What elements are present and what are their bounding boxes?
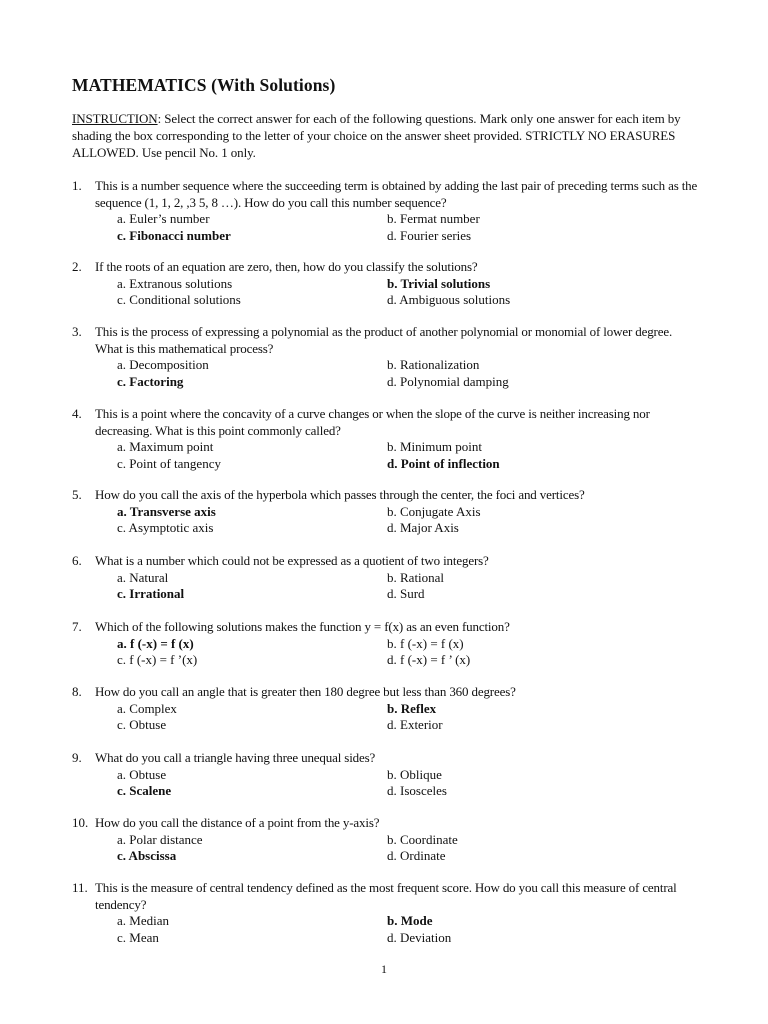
question-10 [72,815,702,865]
question-8 [72,684,702,734]
question-number: 9. [72,750,82,765]
question-4 [72,406,702,472]
question-text: If the roots of an equation are zero, then, how do you classify the solutions? [95,259,478,274]
choice-b: b. f (-x) = f (x) [387,635,464,651]
document-title: MATHEMATICS (With Solutions) [72,75,336,95]
question-7 [72,619,702,669]
choice-b: b. Minimum point [387,439,482,454]
choice-a: a. Median [117,913,169,928]
question-text: This is the process of expressing a polynomial as the product of another polynomial or monomial of lower degree. What is this mathematical process? [95,324,673,356]
choice-a: a. Maximum point [117,439,214,454]
choice-d: d. Polynomial damping [387,373,509,389]
choice-d: d. Ordinate [387,848,446,863]
choice-a: a. Obtuse [117,766,167,782]
question-number: 10. [72,815,89,830]
choice-a: a. Decomposition [117,357,209,372]
choice-a-correct: a. Transverse axis [117,503,216,519]
answer-choices [117,504,702,537]
question-text: What do you call a triangle having three unequal sides? [95,750,376,765]
question-text: This is a number sequence where the succeeding term is obtained by adding the last pair of preceding terms such as the sequence (1, 1, 2, ,3 5, 8 …). How do you call this number sequence? [95,178,698,210]
choice-b: b. Oblique [387,766,442,782]
question-6 [72,553,702,603]
question-number: 11. [72,880,88,895]
instruction-text: : Select the correct answer for each of the following questions. Mark only one answer for each item by shading the box corresponding to the letter of your choice on the answer sheet provided. STRICTLY NO ERASURES ALLOWED. Use pencil No. 1 only. [72,111,681,160]
choice-d: d. Exterior [387,717,443,732]
question-text: This is a point where the concavity of a curve changes or when the slope of the curve is neither increasing nor decreasing. What is this point commonly called? [95,406,650,438]
answer-choices [117,767,702,800]
question-9 [72,750,702,800]
answer-choices [117,211,702,244]
question-text: Which of the following solutions makes the function y = f(x) as an even function? [95,619,510,634]
choice-c-correct: c. Factoring [117,373,184,389]
choice-c-correct: c. Scalene [117,783,172,798]
choice-c: c. Obtuse [117,717,167,732]
choice-d: d. Isosceles [387,783,447,798]
answer-choices [117,636,702,669]
answer-choices [117,439,702,472]
question-text: How do you call the axis of the hyperbola which passes through the center, the foci and vertices? [95,487,585,502]
choice-b-correct: b. Trivial solutions [387,275,491,291]
choice-c: c. Conditional solutions [117,292,241,307]
question-number: 6. [72,553,82,568]
choice-b: b. Conjugate Axis [387,503,481,519]
answer-choices [117,832,702,865]
question-number: 4. [72,406,82,421]
choice-c-correct: c. Irrational [117,586,185,601]
question-number: 2. [72,259,82,274]
choice-d: d. Fourier series [387,227,472,243]
question-text: This is the measure of central tendency defined as the most frequent score. How do you call this measure of central tendency? [95,880,677,912]
question-number: 3. [72,324,82,339]
page-number: 1 [381,962,387,976]
question-11 [72,880,702,946]
question-2 [72,259,702,309]
question-number: 1. [72,178,82,193]
choice-c-correct: c. Fibonacci number [117,227,231,243]
choice-a: a. Euler’s number [117,211,210,226]
choice-c: c. Mean [117,929,159,945]
choice-b: b. Fermat number [387,211,480,226]
question-5 [72,487,702,537]
choice-d: d. Ambiguous solutions [387,292,511,307]
choice-d: d. Surd [387,586,425,601]
answer-choices [117,357,702,390]
choice-d: d. Deviation [387,929,452,945]
choice-a: a. Polar distance [117,831,203,847]
choice-c: c. f (-x) = f ’(x) [117,652,198,667]
question-text: How do you call an angle that is greater then 180 degree but less than 360 degrees? [95,684,516,699]
choice-a: a. Natural [117,569,169,585]
question-text: What is a number which could not be expressed as a quotient of two integers? [95,553,489,568]
choice-b-correct: b. Reflex [387,700,437,716]
choice-d-correct: d. Point of inflection [387,455,500,471]
choice-b: b. Rationalization [387,357,480,372]
instruction-paragraph [72,110,700,161]
answer-choices [117,701,702,734]
answer-choices [117,570,702,603]
answer-choices [117,913,702,946]
question-3 [72,324,702,390]
choice-d: d. f (-x) = f ’ (x) [387,652,471,667]
choice-c: c. Point of tangency [117,455,221,471]
choice-a: a. Complex [117,700,177,716]
question-1 [72,178,702,244]
choice-a-correct: a. f (-x) = f (x) [117,635,194,651]
choice-b-correct: b. Mode [387,913,433,928]
choice-c-correct: c. Abscissa [117,848,177,863]
question-number: 7. [72,619,82,634]
choice-d: d. Major Axis [387,520,459,535]
answer-choices [117,276,702,309]
question-number: 8. [72,684,82,699]
choice-b: b. Rational [387,569,445,585]
choice-c: c. Asymptotic axis [117,520,214,535]
question-number: 5. [72,487,82,502]
choice-a: a. Extranous solutions [117,275,233,291]
choice-b: b. Coordinate [387,831,458,847]
instruction-label: INSTRUCTION [72,111,158,126]
question-text: How do you call the distance of a point from the y-axis? [95,815,380,830]
